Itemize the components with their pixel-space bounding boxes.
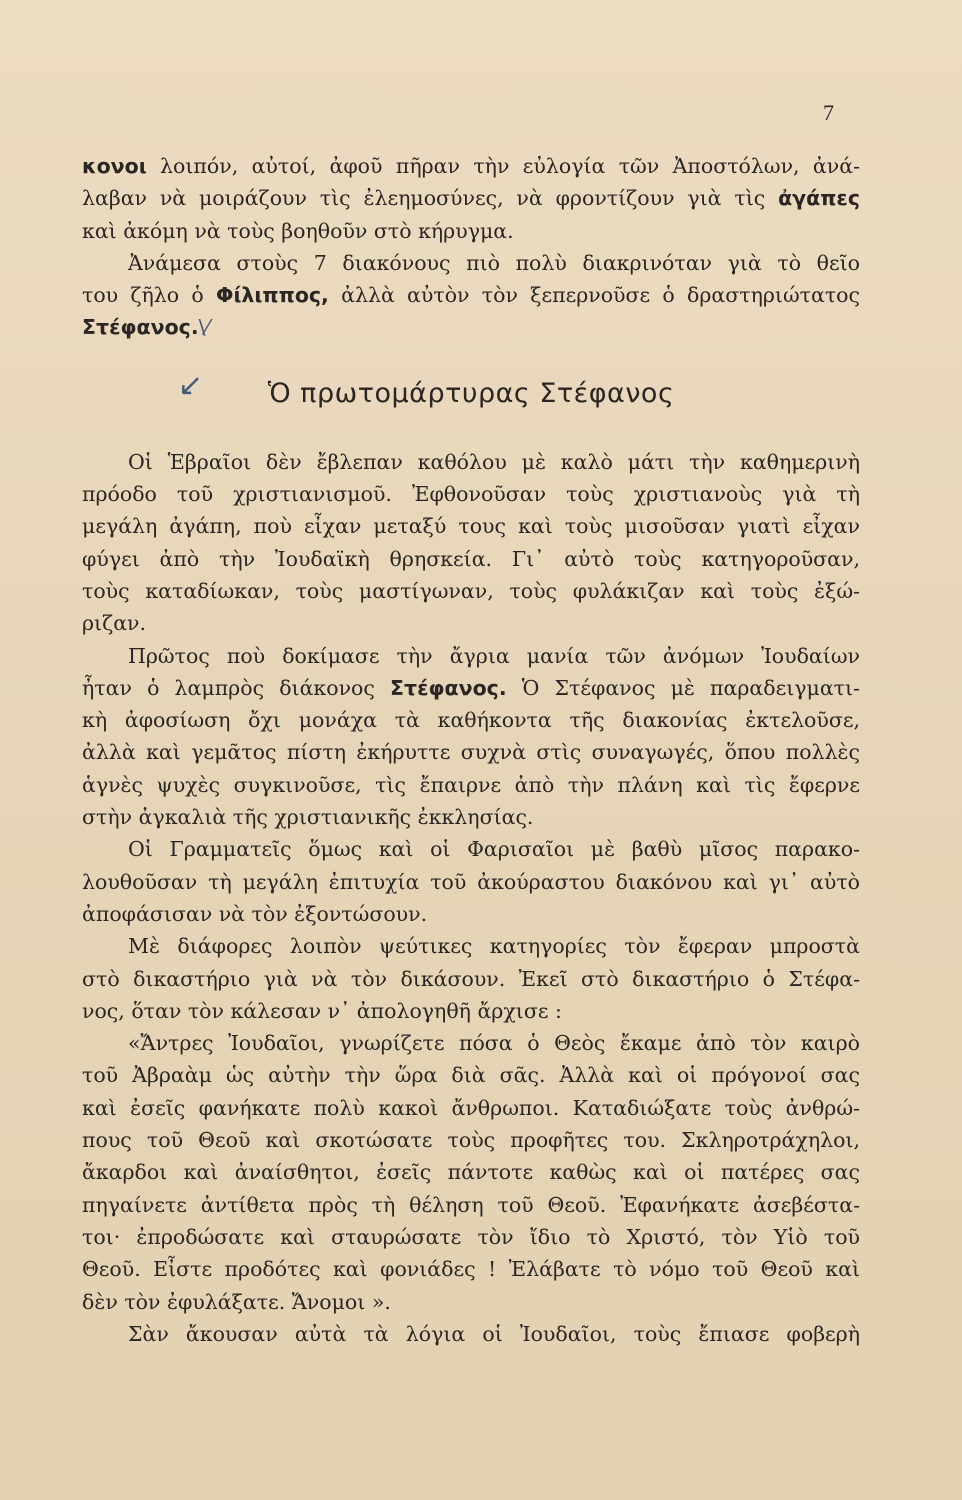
section-heading xyxy=(82,367,860,412)
text-line: Οἱ Ἑβραῖοι δὲν ἔβλεπαν καθόλου μὲ καλὸ μάτι τὴν καθημερινὴ xyxy=(128,449,860,474)
text-line: καὶ ἐσεῖς φανήκατε πολὺ κακοὶ ἄνθρωποι. Καταδιώξατε τοὺς ἀνθρώ- xyxy=(82,1095,860,1120)
text-line: τοι· ἐπροδώσατε καὶ σταυρώσατε τὸν ἴδιο τὸ Χριστό, τὸν Υἱὸ τοῦ xyxy=(82,1224,860,1249)
text-line: καὶ ἀκόμη νὰ τοὺς βοηθοῦν στὸ κήρυγμα. xyxy=(82,218,514,243)
text-line: δὲν τὸν ἐφυλάξατε. Ἄνομοι ». xyxy=(82,1289,391,1314)
paragraph-persecution xyxy=(82,446,860,640)
bold-word: Στέφανος. xyxy=(82,315,199,340)
text-line: κὴ ἀφοσίωση ὄχι μονάχα τὰ καθήκοντα τῆς διακονίας ἐκτελοῦσε, xyxy=(82,708,860,733)
text-line: πηγαίνετε ἀντίθετα πρὸς τὴ θέληση τοῦ Θεοῦ. Ἐφανήκατε ἀσεβέστα- xyxy=(82,1192,860,1217)
text-line: Οἱ Γραμματεῖς ὅμως καὶ οἱ Φαρισαῖοι μὲ βαθὺ μῖσος παρακο- xyxy=(128,837,860,862)
page-number: 7 xyxy=(823,100,834,125)
text-line: ἀποφάσισαν νὰ τὸν ἐξοντώσουν. xyxy=(82,901,428,926)
text-line: ἦταν ὁ λαμπρὸς διάκονος Στέφανος. Ὁ Στέφανος μὲ παραδειγματι- xyxy=(82,675,860,700)
text-line: κονοι λοιπόν, αὐτοί, ἀφοῦ πῆραν τὴν εὐλογία τῶν Ἀποστόλων, ἀνά- xyxy=(82,154,860,178)
pencil-mark-icon: \⁄ xyxy=(198,315,209,340)
text-line: ἄκαρδοι καὶ ἀναίσθητοι, ἐσεῖς πάντοτε καθὼς καὶ οἱ πατέρες σας xyxy=(82,1160,860,1185)
text-line xyxy=(82,311,860,343)
text-line: ριζαν. xyxy=(82,611,147,636)
text-line: τοῦ Ἀβραὰμ ὡς αὐτὴν τὴν ὥρα διὰ σᾶς. Ἀλλὰ καὶ οἱ πρόγονοί σας xyxy=(82,1063,860,1088)
bold-word: Στέφανος. xyxy=(390,675,507,700)
text-line: Θεοῦ. Εἶστε προδότες καὶ φονιάδες ! Ἐλάβατε τὸ νόμο τοῦ Θεοῦ καὶ xyxy=(82,1257,860,1282)
text-line: μεγάλη ἀγάπη, ποὺ εἶχαν μεταξύ τους καὶ τοὺς μισοῦσαν γιατὶ εἶχαν xyxy=(82,514,860,539)
bold-word: κονοι xyxy=(82,154,147,178)
text-line: στὸ δικαστήριο γιὰ νὰ τὸν δικάσουν. Ἐκεῖ στὸ δικαστήριο ὁ Στέφα- xyxy=(82,966,860,991)
bold-word: Φίλιππος, xyxy=(216,283,329,308)
text-line: φύγει ἀπὸ τὴν Ἰουδαϊκὴ θρησκεία. Γι᾿ αὐτὸ τοὺς κατηγοροῦσαν, xyxy=(82,546,860,571)
text-line: λουθοῦσαν τὴ μεγάλη ἐπιτυχία τοῦ ἀκούραστου διακόνου καὶ γι᾿ αὐτὸ xyxy=(82,869,860,894)
paragraph-trial xyxy=(82,833,860,1350)
text-line: ἀλλὰ καὶ γεμᾶτος πίστη ἐκήρυττε συχνὰ στὶς συναγωγές, ὅπου πολλὲς xyxy=(82,740,860,765)
text-line: λαβαν νὰ μοιράζουν τὶς ἐλεημοσύνες, νὰ φροντίζουν γιὰ τὶς ἀγάπες xyxy=(82,186,860,211)
text-line: Ἀνάμεσα στοὺς 7 διακόνους πιὸ πολὺ διακρινόταν γιὰ τὸ θεῖο xyxy=(128,250,860,275)
pencil-check-icon: ↙ xyxy=(178,367,204,403)
heading-title: Ὁ πρωτομάρτυρας Στέφανος xyxy=(267,377,675,409)
text-line: Σὰν ἄκουσαν αὐτὰ τὰ λόγια οἱ Ἰουδαῖοι, τοὺς ἔπιασε φοβερὴ xyxy=(128,1321,860,1346)
text-line: Μὲ διάφορες λοιπὸν ψεύτικες κατηγορίες τὸν ἔφεραν μπροστὰ xyxy=(128,934,860,959)
text-line: νος, ὅταν τὸν κάλεσαν ν᾿ ἀπολογηθῆ ἄρχισε : xyxy=(82,998,562,1023)
text-line: τοὺς καταδίωκαν, τοὺς μαστίγωναν, τοὺς φυλάκιζαν καὶ τοὺς ἐξώ- xyxy=(82,578,860,603)
text-line: πρόοδο τοῦ χριστιανισμοῦ. Ἐφθονοῦσαν τοὺς χριστιανοὺς γιὰ τὴ xyxy=(82,482,860,507)
text-line: στὴν ἀγκαλιὰ τῆς χριστιανικῆς ἐκκλησίας. xyxy=(82,805,534,830)
text-line: του ζῆλο ὁ Φίλιππος, ἀλλὰ αὐτὸν τὸν ξεπερνοῦσε ὁ δραστηριώτατος xyxy=(82,283,860,308)
text-line: Πρῶτος ποὺ δοκίμασε τὴν ἄγρια μανία τῶν ἀνόμων Ἰουδαίων xyxy=(128,643,860,668)
text-line: πους τοῦ Θεοῦ καὶ σκοτώσατε τοὺς προφῆτες του. Σκληροτράχηλοι, xyxy=(82,1128,860,1153)
bold-word: ἀγάπες xyxy=(778,186,860,211)
text-line: «Ἄντρες Ἰουδαῖοι, γνωρίζετε πόσα ὁ Θεὸς ἔκαμε ἀπὸ τὸν καιρὸ xyxy=(128,1031,860,1056)
text-line: ἁγνὲς ψυχὲς συγκινοῦσε, τὶς ἔπαιρνε ἀπὸ τὴν πλάνη καὶ τὶς ἔφερνε xyxy=(82,772,860,797)
page-text xyxy=(82,150,860,1350)
